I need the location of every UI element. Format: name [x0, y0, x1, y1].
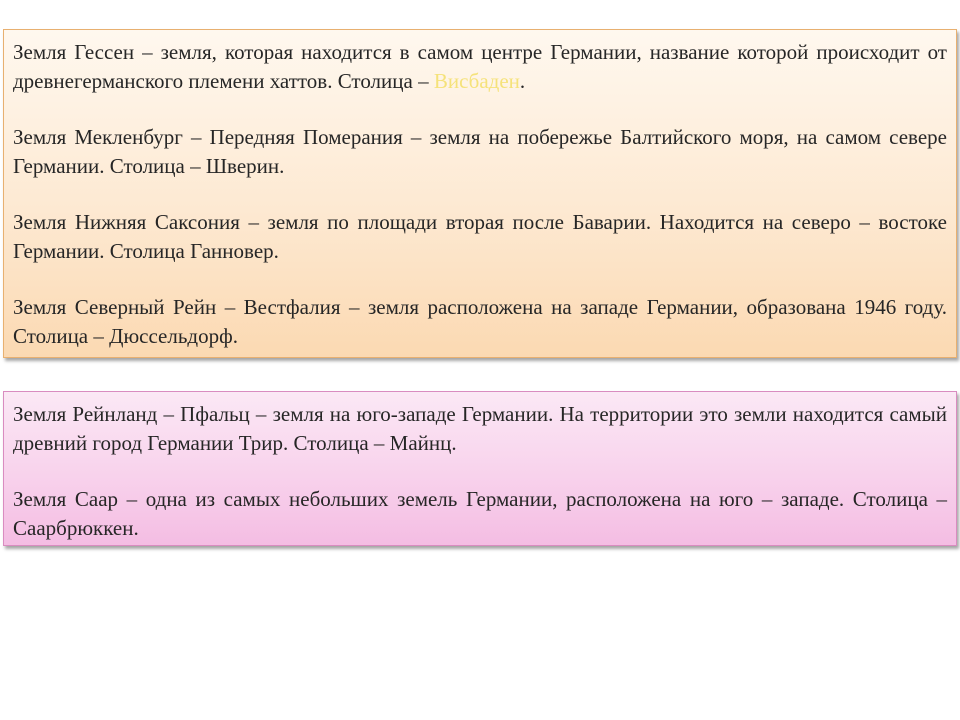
paragraph-mecklenburg: Земля Мекленбург – Передняя Померания – земля на побережье Балтийского моря, на самом севере Германии. Столица – Шверин.	[13, 125, 947, 178]
hessen-text: Земля Гессен – земля, которая находится в самом центре Германии, название которой происходит от древнегерманского племени хаттов. Столица –	[13, 40, 947, 93]
paragraph-gap	[13, 96, 947, 123]
text-box-pink	[3, 391, 957, 546]
paragraph-nrw: Земля Северный Рейн – Вестфалия – земля расположена на западе Германии, образована 1946 году. Столица – Дюссельдорф.	[13, 295, 947, 348]
paragraph-lower-saxony: Земля Нижняя Саксония – земля по площади вторая после Баварии. Находится на северо – востоке Германии. Столица Ганновер.	[13, 210, 947, 263]
paragraph-gap	[13, 458, 947, 485]
hessen-period: .	[519, 69, 526, 93]
paragraph-saarland: Земля Саар – одна из самых небольших земель Германии, расположена на юго – западе. Столица – Саарбрюккен.	[13, 487, 947, 540]
paragraph-gap	[13, 181, 947, 208]
paragraph-hessen	[13, 38, 947, 96]
capital-wiesbaden: Висбаден	[433, 69, 520, 93]
paragraph-gap	[13, 266, 947, 293]
text-box-orange	[3, 29, 957, 358]
paragraph-rhineland-palatinate: Земля Рейнланд – Пфальц – земля на юго-западе Германии. На территории это земли находится самый древний город Германии Трир. Столица – Майнц.	[13, 402, 947, 455]
